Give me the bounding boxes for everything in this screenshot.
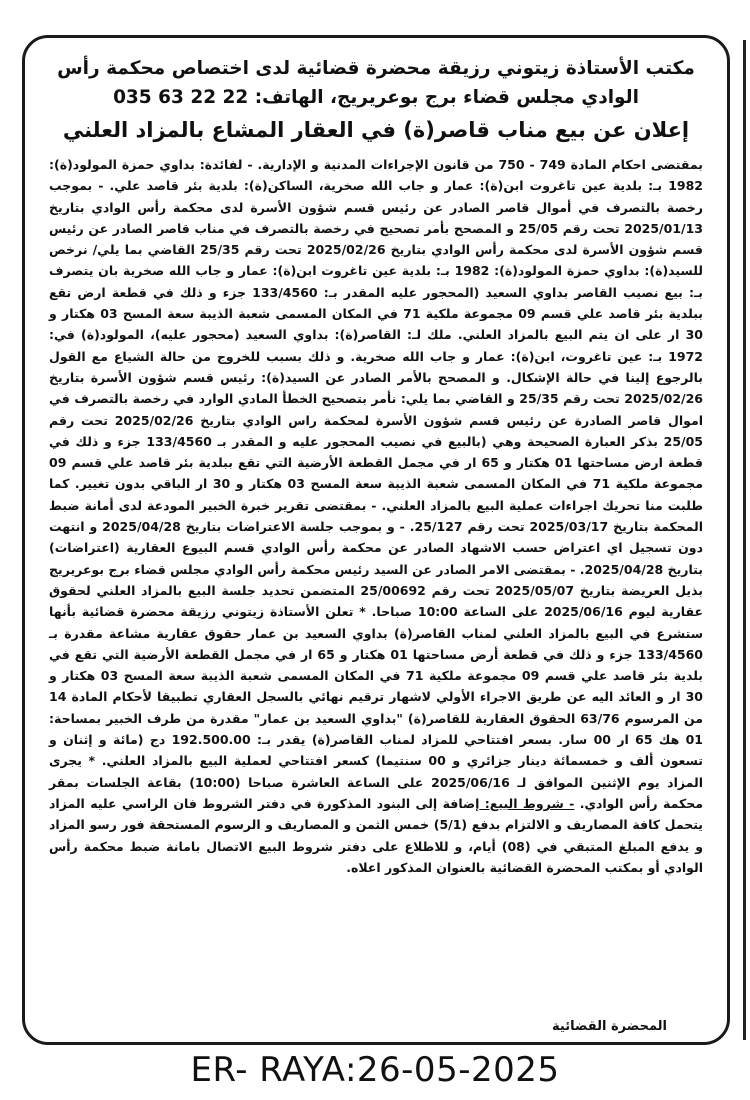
announcement-title: إعلان عن بيع مناب قاصر(ة) في العقار المشاع بالمزاد العلني [62,118,690,142]
header-line-2: الوادي مجلس قضاء برج بوعريريج، الهاتف: 22 22 63 035 [113,87,639,108]
announcement-body [25,38,727,878]
paragraph-1: بمقتضى احكام المادة 749 - 750 من قانون الإجراءات المدنية و الإدارية. - لفائدة: بداوي حمزة المولود(ة): 1982 بـ: بلدية عين تاغروت ابن(ة): عمار و جاب الله صخرية، الساكن(ة): بلدية بئر قاصد علي. - بموجب رخصة بالتصرف في أموال قاصر الصادر عن رئيس قسم شؤون الأسرة لدى محكمة رأس الوادي بتاريخ 2025/01/13 تحت رقم 25/05 و المصحح بأمر تصحيح في رخصة بالتصرف في مناب قاصر الصادر عن رئيس قسم شؤون الأسرة لدى محكمة رأس الوادي بتاريخ 2025/02/26 تحت رقم 25/35 القاضي بما يلي/ نرخص للسيد(ة): بداوي حمزة المولود(ة): 1982 بـ: بلدية عين تاغروت ابن(ة): عمار و جاب الله صخرية بان يتصرف بـ: بيع نصيب القاصر بداوي السعيد (المحجور عليه المقدر بـ: 133/4560 جزء و ذلك في قطعة ارض تقع ببلدية بئر قاصد علي قسم 09 مجموعة ملكية 71 في المكان المسمى شعبة الذيبة سعة المسح 03 هكتار و 30 ار على ان يتم البيع بالمزاد العلني. ملك لـ: القاصر(ة): بداوي السعيد (محجور عليه)، المولود(ة) في: 1972 بـ: عين تاغروت، ابن(ة): عمار و جاب الله صخرية. و ذلك بسبب للخروج من حالة الشياع مع القول بالرجوع إلينا في حالة الإشكال. و المصحح بالأمر الصادر عن السيد(ة): رئيس قسم شؤون الأسرة بتاريخ 2025/02/26 تحت رقم 25/35 و القاضي بما يلي: نأمر بتصحيح الخطأ المادي الوارد في رخصة بالتصرف في اموال قاصر الصادرة عن رئيس قسم شؤون الأسرة لمحكمة راس الوادي بتاريخ 2025/02/26 تحت رقم 25/05 بذكر العبارة الصحيحة وهي (بالبيع في نصيب المحجور عليه و المقدر بـ 133/4560 جزء و ذلك في قطعة ارض مساحتها 01 هكتار و 65 ار في مجمل القطعة الأرضية التي تقع ببلدية بئر قاصد علي قسم 09 مجموعة ملكية 71 في المكان المسمى شعبة الذيبة سعة المسح 03 هكتار و 30 ار الباقي بدون تغيير. كما طلبت منا تحريك اجراءات عملية البيع بالمزاد العلني. - بمقتضى تقرير خبرة الخبير المودعة لدى أمانة ضبط المحكمة بتاريخ 2025/03/17 تحت رقم 25/127. - و بموجب جلسة الاعتراضات بتاريخ 2025/04/28 و انتهت دون تسجيل اي اعتراض حسب الاشهاد الصادر عن محكمة رأس الوادي قسم البيوع العقارية (اعتراضات) بتاريخ 2025/04/28. - بمقتضى الامر الصادر عن السيد رئيس محكمة رأس الوادي مجلس قضاء برج بوعريريج بذيل العريضة بتاريخ 2025/05/07 تحت رقم 25/00692 المتضمن تحديد جلسة البيع بالمزاد العلني لحقوق عقارية ليوم 2025/06/16 على الساعة 10:00 صباحا. [49,157,704,620]
paragraph-3: * يجرى المزاد يوم الإثنين الموافق لـ 2025/06/16 على الساعة العاشرة صباحا (10:00) بقاعة الجلسات بمقر محكمة رأس الوادي. [49,753,703,811]
paragraph-2: * تعلن الأستاذة زيتوني رزيقة محضرة قضائية بأنها ستشرع في البيع بالمزاد العلني لمناب القاصر(ة) بداوي السعيد بن عمار حقوق عقارية مشاعة مقدرة بـ 133/4560 جزء و ذلك في قطعة أرض مساحتها 01 هكتار و 65 ار في مجمل القطعة الأرضية التي تقع في بلدية بئر قاصد علي قسم 09 مجموعة ملكية 71 في المكان المسمى شعبة الذيبة سعة المسح 03 هكتار و 30 ار و العائد اليه عن طريق الاجراء الأولي لاشهار ترقيم نهائي بالسجل العقاري تطبيقا لأحكام المادة 14 من المرسوم 63/76 الحقوق العقارية للقاصر(ة) "بداوي السعيد بن عمار" مقدرة من طرف الخبير بمساحة: 01 هك 65 ار 00 سار. بسعر افتتاحي للمزاد لمناب القاصر(ة) يقدر بـ: 192.500.00 دج (مائة و إثنان و تسعون ألف و خمسمائة دينار جزائري و 00 سنتيما) كسعر افتتاحي لعملية البيع بالمزاد العلني. [49,604,704,769]
conditions-text: إضافة إلى البنود المذكورة في دفتر الشروط فان الراسي عليه المزاد يتحمل كافة المصاريف و الالتزام بدفع (5/1) خمس الثمن و المصاريف و الرسوم المستحقة فور رسو المزاد و يدفع المبلغ المتبقي في (08) أيام، و للاطلاع على دفتر شروط البيع الاتصال بامانة ضبط محكمة رأس الوادي أو بمكتب المحضرة القضائية بالعنوان المذكور اعلاه. [49,795,703,875]
publication-footer: ER- RAYA:26-05-2025 [190,1050,560,1090]
conditions-label: - شروط البيع: [479,795,575,811]
signature: المحضرة القضائية [552,1019,667,1034]
header-line-1: مكتب الأستاذة زيتوني رزيقة محضرة قضائية لدى اختصاص محكمة رأس [57,58,695,79]
page-edge-line [743,40,746,1040]
announcement-text [49,154,703,878]
announcement-frame [22,35,730,1045]
signature-row [107,1019,667,1034]
